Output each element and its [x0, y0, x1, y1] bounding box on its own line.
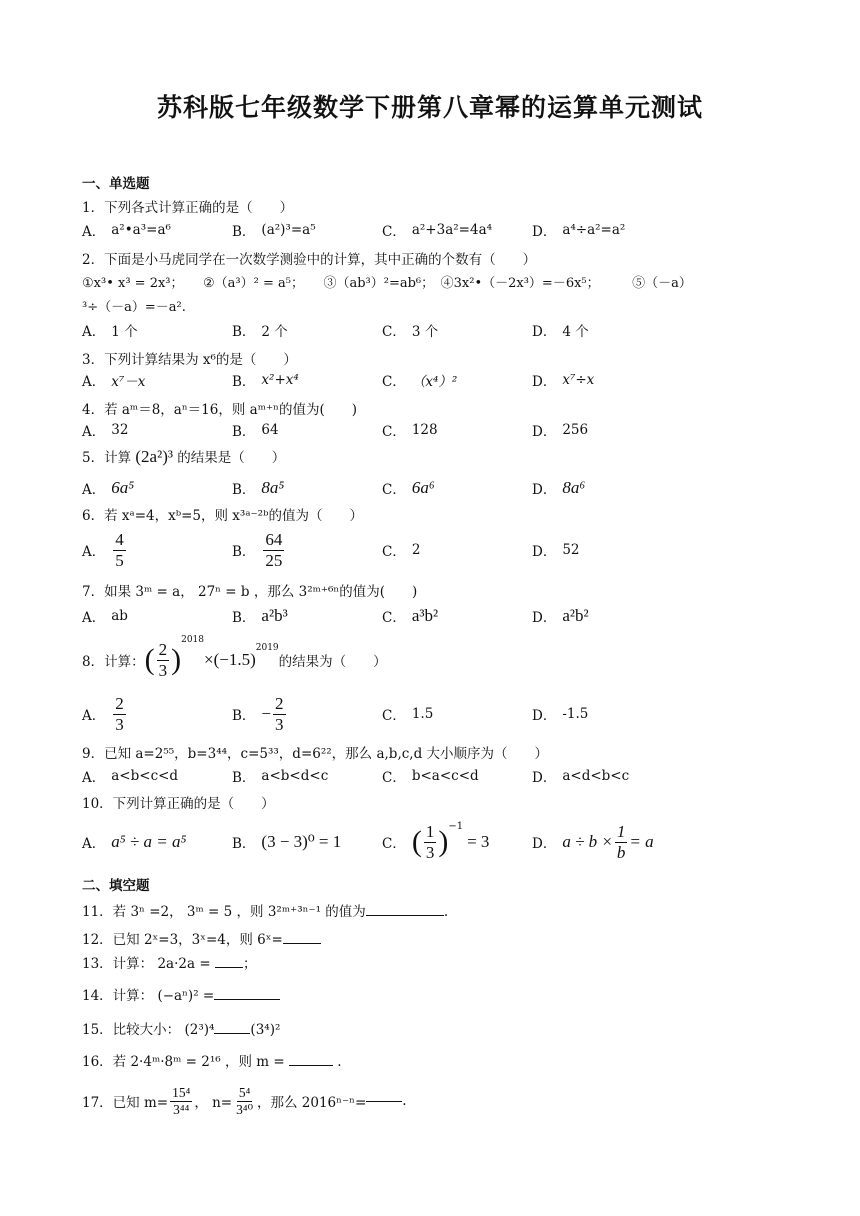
option-d: D． 256 [532, 422, 589, 440]
option-c: C． a³b² [382, 606, 439, 626]
option-c: C． 1.5 [382, 706, 434, 724]
answer-blank [289, 1065, 333, 1066]
question-15: 15．比较大小： (2³)⁴ (3⁴)² [82, 1022, 281, 1038]
option-c: C． 128 [382, 422, 438, 440]
fraction: $\frac{64}{25}$ [265, 529, 283, 570]
question-4-options [82, 416, 782, 444]
q5-expression: (2a²)³ [135, 447, 173, 466]
section-single-choice: 一、单选题 [82, 176, 150, 192]
option-d: D． 52 [532, 542, 580, 560]
option-d: D． a⁴÷a²=a² [532, 222, 626, 240]
question-8-options [82, 692, 782, 736]
option-a: A． $\frac{2}{3}$ [82, 693, 124, 734]
question-10: 10．下列计算正确的是（ ） [82, 796, 275, 812]
option-b: B． − $\frac{2}{3}$ [232, 693, 284, 734]
answer-blank [283, 943, 321, 944]
option-c: C． 2 [382, 542, 421, 560]
question-4: 4．若 aᵐ＝8，aⁿ＝16，则 aᵐ⁺ⁿ的值为( ) [82, 402, 357, 418]
option-c: C． 6a⁶ [382, 478, 435, 498]
option-b: B． 64 [232, 422, 279, 440]
option-c: C． a²+3a²=4a⁴ [382, 222, 493, 240]
section-fill-blank: 二、填空题 [82, 878, 150, 894]
question-17: 17．已知 m= $\frac{\text{15⁴}}{\text{3⁴⁴}}$ ， n= $\frac{\text{5⁴}}{\text{3⁴⁰}}$ ，那么 2016ⁿ⁻ⁿ= . [82, 1084, 407, 1117]
question-2-options [82, 316, 782, 344]
question-7: 7．如果 3ᵐ = a， 27ⁿ = b ，那么 3²ᵐ⁺⁶ⁿ的值为( ) [82, 584, 418, 600]
fraction: $\frac{2}{3}$ [115, 693, 124, 734]
option-b: B． (3 − 3)⁰ = 1 [232, 832, 342, 852]
question-2: 2．下面是小马虎同学在一次数学测验中的计算，其中正确的个数有（ ） [82, 252, 537, 268]
option-d: D． a²b² [532, 606, 589, 626]
option-a: A． 6a⁵ [82, 478, 135, 498]
option-b: B． (a²)³=a⁵ [232, 222, 316, 240]
answer-blank [215, 967, 243, 968]
option-b: B． 2 个 [232, 324, 288, 340]
page-title: 苏科版七年级数学下册第八章幂的运算单元测试 [156, 93, 703, 122]
option-a: A． a<b<c<d [82, 768, 179, 786]
question-5: 5．计算 (2a²)³ 的结果是（ ） [82, 447, 286, 466]
question-6: 6．若 xᵃ=4，xᵇ=5，则 x³ᵃ⁻²ᵇ的值为（ ） [82, 508, 363, 524]
answer-blank [214, 999, 280, 1000]
question-1-options [82, 216, 782, 244]
option-c: C． b<a<c<d [382, 768, 479, 786]
fraction: $\frac{\text{5⁴}}{\text{3⁴⁰}}$ [236, 1084, 253, 1117]
question-10-options [82, 818, 782, 866]
option-a: A． a⁵ ÷ a = a⁵ [82, 832, 187, 852]
answer-blank [214, 1033, 250, 1034]
question-9-options [82, 762, 782, 790]
option-a: A． ab [82, 608, 128, 626]
question-3-options [82, 366, 782, 394]
question-2-items-cont: ³÷（－a）=－a². [82, 300, 186, 315]
fraction: $\frac{\text{15⁴}}{\text{3⁴⁴}}$ [172, 1084, 191, 1117]
option-a: A． $\frac{4}{5}$ [82, 529, 124, 570]
fraction: $\frac{1}{b}$ [616, 821, 626, 862]
option-c: C． （x⁴）² [382, 374, 458, 390]
question-7-options [82, 602, 782, 630]
option-a: A． a²•a³=a⁶ [82, 222, 171, 240]
question-1: 1．下列各式计算正确的是（ ） [82, 200, 294, 216]
option-a: A． x⁷－x [82, 374, 146, 390]
option-b: B． a²b³ [232, 606, 288, 626]
option-b: B． 8a⁵ [232, 478, 285, 498]
question-2-items: ①x³• x³ = 2x³； ②（a³）² = a⁵； ③（ab³）²=ab⁶； ④3x²•（－2x³）=－6x⁵； ⑤（－a） [82, 276, 692, 291]
answer-blank [366, 915, 444, 916]
option-b: B． $\frac{64}{25}$ [232, 529, 283, 570]
question-9: 9．已知 a=2⁵⁵，b=3⁴⁴，c=5³³，d=6²²，那么 a,b,c,d 大小顺序为（ ） [82, 746, 549, 762]
question-5-options [82, 474, 782, 502]
option-d: D． -1.5 [532, 706, 589, 724]
question-6-options [82, 528, 782, 572]
fraction: $\frac{2}{3}$ [275, 693, 284, 734]
option-d: D． a ÷ b × $\frac{1}{b}$ = a [532, 821, 654, 862]
question-3: 3．下列计算结果为 x⁶的是（ ） [82, 352, 297, 368]
answer-blank [366, 1101, 402, 1102]
fraction: $\frac{2}{3}$ [158, 639, 168, 680]
question-11: 11．若 3ⁿ =2， 3ᵐ = 5 ，则 3²ᵐ⁺³ⁿ⁻¹ 的值为 . [82, 904, 449, 920]
question-12: 12．已知 2ˣ=3，3ˣ=4，则 6ˣ= [82, 928, 321, 948]
option-d: D． 8a⁶ [532, 478, 586, 498]
question-8: 8．计算： ( $\frac{2}{3}$ ) $^{2018}$ ×(−1.5) $^{2019}$ 的结果为（ ） [82, 635, 387, 680]
option-c: C． 3 个 [382, 324, 439, 340]
option-b: B． a<b<d<c [232, 768, 329, 786]
question-14: 14．计算： (−aⁿ)² = [82, 984, 280, 1004]
option-a: A． 32 [82, 422, 129, 440]
option-d: D． a<d<b<c [532, 768, 630, 786]
option-d: D． x⁷÷x [532, 372, 595, 390]
fraction: $\frac{1}{3}$ [425, 821, 435, 862]
option-b: B． x²+x⁴ [232, 372, 299, 390]
option-d: D． 4 个 [532, 324, 589, 340]
question-13: 13．计算： 2a·2a = ； [82, 956, 257, 972]
option-c: C． ( $\frac{1}{3}$ ) $^{-1}$ = 3 [382, 821, 490, 862]
option-a: A． 1 个 [82, 324, 138, 340]
fraction: $\frac{4}{5}$ [115, 529, 124, 570]
question-16: 16．若 2·4ᵐ·8ᵐ = 2¹⁶ ，则 m = . [82, 1054, 342, 1070]
